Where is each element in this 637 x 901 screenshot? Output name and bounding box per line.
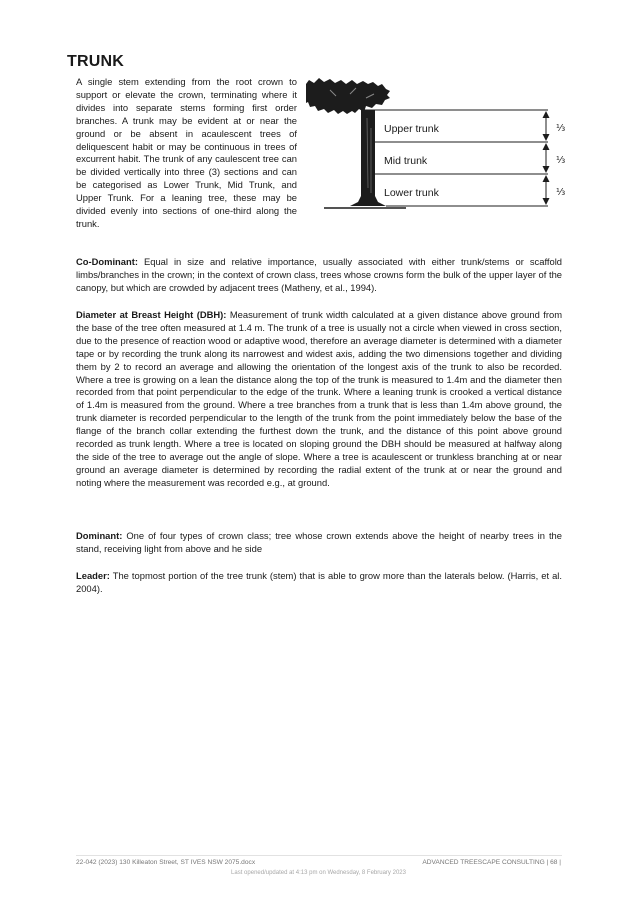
definition-leader [76,570,562,596]
lower-arrow-icon [543,175,550,205]
upper-fraction: ⅓ [556,123,566,134]
definition-term: Co-Dominant: [76,256,138,267]
trunk-intro-paragraph: A single stem extending from the root crown to support or elevate the crown, terminating where it divides into separate stems forming first order branches. A trunk may be evident at or near the ground or be absent in acaulescent trees of deliquescent habit or may be continuous in trees of excurrent habit. The trunk of any caulescent tree can be divided vertically into three (3) sections and can be categorised as Lower Trunk, Mid Trunk, and Upper Trunk. For a leaning tree, these may be divided evenly into sections of one-third along the trunk. [76,76,297,229]
definition-dominant [76,530,562,556]
definition-term: Diameter at Breast Height (DBH): [76,309,227,320]
lower-fraction: ⅓ [556,187,566,198]
section-title: TRUNK [67,53,124,70]
definition-co-dominant [76,256,562,295]
definition-text: The topmost portion of the tree trunk (stem) that is able to grow more than the laterals below. (Harris, et al. 2004). [76,570,562,594]
definition-term: Leader: [76,570,110,581]
mid-arrow-icon [543,143,550,173]
upper-arrow-icon [543,111,550,141]
footer-last-updated: Last opened/updated at 4:13 pm on Wednesday, 8 February 2023 [231,870,406,876]
definition-text: Measurement of trunk width calculated at a given distance above ground from the base of the tree often measured at 1.4 m. The trunk of a tree is usually not a circle when viewed in cross section, due to the presence of reaction wood or adaptive wood, therefore an average diameter is determined with a diameter tape or by recording the trunk along its narrowest and widest axis, adding the two dimensions together and dividing them by 2 to record an average and allowing the orientation of the longest axis of the trunk to also be recorded. Where a tree is growing on a lean the distance along the top of the trunk is measured to 1.4m and the diameter then recorded from that point perpendicular to the edge of the trunk. Where a leaning trunk is crooked a vertical distance of 1.4m is measured from the ground. Where a tree branches from a trunk that is less than 1.4m above ground, the trunk diameter is recorded perpendicular to the length of the trunk from the point immediately below the base of the flange of the branch collar extending the furthest down the trunk, and the distance of this point above ground recorded as trunk length. Where a tree is located on sloping ground the DBH should be measured at halfway along the side of the tree to average out the angle of slope. Where a tree is acaulescent or trunkless branching at or near ground an average diameter is determined by recording the radial extent of the trunk at or near the ground and noting where the measurement was recorded e.g., at ground. [76,309,563,488]
upper-trunk-label: Upper trunk [384,123,439,135]
definition-text: Equal in size and relative importance, usually associated with either trunk/stems or scaffold limbs/branches in the crown; in the context of crown class, trees whose crowns form the bulk of the upper layer of the canopy, but which are crowded by adjacent trees (Matheny, et al., 1994). [76,256,562,293]
footer-divider [76,855,562,856]
definition-text: One of four types of crown class; tree whose crown extends above the height of nearby trees in the stand, receiving light from above and he side [76,530,562,554]
mid-trunk-label: Mid trunk [384,155,428,167]
footer-company-page: ADVANCED TREESCAPE CONSULTING | 68 | [422,859,561,866]
mid-fraction: ⅓ [556,155,566,166]
definition-dbh [76,309,562,490]
lower-trunk-label: Lower trunk [384,187,439,199]
definition-term: Dominant: [76,530,123,541]
trunk-sections-figure [306,78,576,214]
footer-filename: 22-042 (2023) 130 Killeaton Street, ST IVES NSW 2075.docx [76,859,256,866]
